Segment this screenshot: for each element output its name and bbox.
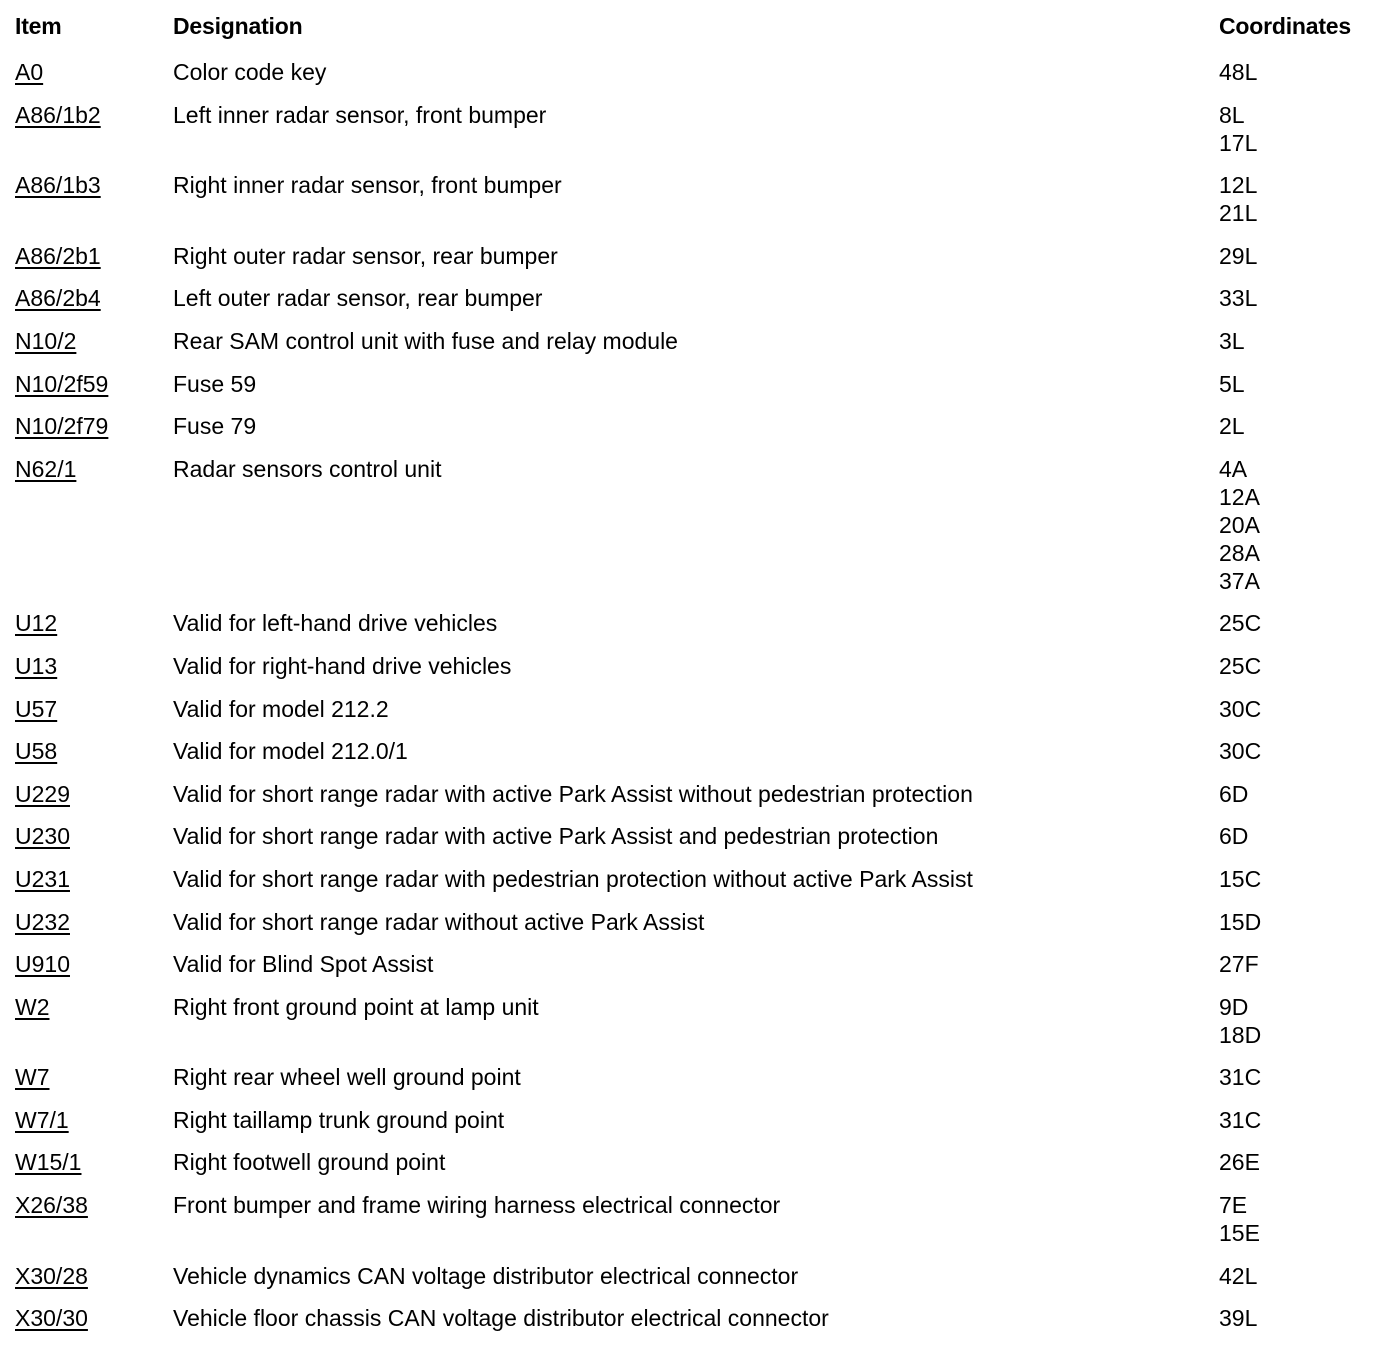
designation-text: Right inner radar sensor, front bumper — [173, 172, 562, 199]
coordinate-value: 31C — [1219, 1106, 1262, 1133]
designation-text: Valid for model 212.0/1 — [173, 738, 408, 765]
coordinates-cell — [1219, 1191, 1389, 1247]
table-row — [0, 1262, 1392, 1305]
header-designation: Designation — [173, 13, 303, 39]
item-link[interactable]: N10/2f79 — [15, 413, 109, 440]
coordinate-value: 12A — [1219, 483, 1260, 510]
designation-text: Valid for short range radar without active Park Assist — [173, 908, 705, 935]
item-link[interactable]: N62/1 — [15, 455, 77, 482]
designation-text: Right outer radar sensor, rear bumper — [173, 242, 558, 269]
table-row — [0, 993, 1392, 1064]
table-row — [0, 242, 1392, 285]
table-row — [0, 822, 1392, 865]
coordinate-value: 7E — [1219, 1192, 1248, 1219]
coordinate-value: 15C — [1219, 865, 1262, 892]
coordinates-cell — [1219, 780, 1389, 808]
designation-text: Rear SAM control unit with fuse and relay module — [173, 327, 678, 354]
table-row — [0, 908, 1392, 951]
coordinate-value: 27F — [1219, 951, 1259, 978]
coordinates-cell — [1219, 908, 1389, 936]
item-link[interactable]: U58 — [15, 738, 58, 765]
table-row — [0, 652, 1392, 695]
item-link[interactable]: X30/30 — [15, 1305, 88, 1332]
coordinate-value: 3L — [1219, 327, 1245, 354]
table-row — [0, 58, 1392, 101]
coordinates-cell — [1219, 1262, 1389, 1290]
coordinate-value: 8L — [1219, 101, 1245, 128]
table-header — [0, 0, 1392, 46]
coordinate-value: 6D — [1219, 823, 1249, 850]
coordinates-cell — [1219, 993, 1389, 1049]
table-row — [0, 695, 1392, 738]
table-row — [0, 1191, 1392, 1262]
table-row — [0, 1106, 1392, 1149]
coordinate-value: 26E — [1219, 1149, 1260, 1176]
header-coordinates: Coordinates — [1219, 13, 1351, 39]
coordinate-value: 18D — [1219, 1021, 1262, 1048]
item-link[interactable]: A86/1b3 — [15, 172, 101, 199]
coordinates-cell — [1219, 1063, 1389, 1091]
coordinates-cell — [1219, 58, 1389, 86]
coordinate-value: 15D — [1219, 908, 1262, 935]
coordinate-value: 39L — [1219, 1305, 1258, 1332]
coordinate-value: 42L — [1219, 1262, 1258, 1289]
table-row — [0, 865, 1392, 908]
designation-text: Vehicle floor chassis CAN voltage distributor electrical connector — [173, 1305, 829, 1332]
item-link[interactable]: A86/2b1 — [15, 242, 101, 269]
designation-text: Radar sensors control unit — [173, 455, 442, 482]
item-link[interactable]: U910 — [15, 951, 70, 978]
designation-text: Valid for short range radar with pedestrian protection without active Park Assist — [173, 865, 973, 892]
coordinates-cell — [1219, 171, 1389, 227]
table-body — [0, 46, 1392, 1347]
coordinate-value: 29L — [1219, 242, 1258, 269]
item-link[interactable]: U232 — [15, 908, 70, 935]
table-row — [0, 1063, 1392, 1106]
coordinates-cell — [1219, 242, 1389, 270]
table-row — [0, 780, 1392, 823]
designation-text: Valid for short range radar with active Park Assist without pedestrian protection — [173, 780, 973, 807]
designation-text: Right rear wheel well ground point — [173, 1064, 521, 1091]
table-row — [0, 1304, 1392, 1347]
coordinate-value: 25C — [1219, 610, 1262, 637]
designation-text: Color code key — [173, 59, 327, 85]
table-row — [0, 455, 1392, 610]
table-row — [0, 737, 1392, 780]
designation-text: Front bumper and frame wiring harness electrical connector — [173, 1192, 781, 1219]
designation-text: Fuse 79 — [173, 413, 257, 440]
item-link[interactable]: A0 — [15, 59, 44, 85]
coordinate-value: 4A — [1219, 455, 1248, 482]
item-link[interactable]: N10/2f59 — [15, 370, 109, 397]
coordinates-cell — [1219, 695, 1389, 723]
table-row — [0, 370, 1392, 413]
coordinates-cell — [1219, 101, 1389, 157]
table-row — [0, 1148, 1392, 1191]
coordinates-cell — [1219, 412, 1389, 440]
coordinate-value: 9D — [1219, 993, 1249, 1020]
designation-text: Left inner radar sensor, front bumper — [173, 101, 547, 128]
coordinate-value: 5L — [1219, 370, 1245, 397]
coordinate-value: 12L — [1219, 172, 1258, 199]
designation-text: Valid for short range radar with active Park Assist and pedestrian protection — [173, 823, 939, 850]
coordinate-value: 33L — [1219, 285, 1258, 312]
coordinate-value: 15E — [1219, 1220, 1260, 1247]
item-link[interactable]: A86/2b4 — [15, 285, 101, 312]
item-link[interactable]: W7 — [15, 1064, 50, 1091]
table-row — [0, 101, 1392, 172]
item-link[interactable]: U12 — [15, 610, 58, 637]
item-link[interactable]: U57 — [15, 695, 58, 722]
coordinates-cell — [1219, 822, 1389, 850]
header-item: Item — [15, 13, 62, 39]
coordinate-value: 37A — [1219, 567, 1260, 594]
coordinate-value: 28A — [1219, 539, 1260, 566]
item-link[interactable]: N10/2 — [15, 327, 77, 354]
coordinate-value: 48L — [1219, 59, 1258, 85]
item-link[interactable]: U229 — [15, 780, 70, 807]
coordinates-cell — [1219, 1304, 1389, 1332]
item-link[interactable]: U13 — [15, 652, 58, 679]
item-link[interactable]: X30/28 — [15, 1262, 88, 1289]
designation-text: Right taillamp trunk ground point — [173, 1106, 505, 1133]
coordinate-value: 30C — [1219, 738, 1262, 765]
coordinates-cell — [1219, 652, 1389, 680]
table-row — [0, 327, 1392, 370]
table-row — [0, 950, 1392, 993]
coordinates-cell — [1219, 609, 1389, 637]
coordinates-cell — [1219, 327, 1389, 355]
coordinates-cell — [1219, 950, 1389, 978]
table-row — [0, 171, 1392, 242]
item-link[interactable]: W15/1 — [15, 1149, 82, 1176]
coordinates-cell — [1219, 1148, 1389, 1176]
coordinate-value: 21L — [1219, 200, 1258, 227]
coordinates-cell — [1219, 737, 1389, 765]
designation-text: Valid for right-hand drive vehicles — [173, 652, 512, 679]
coordinate-value: 17L — [1219, 129, 1258, 156]
designation-text: Vehicle dynamics CAN voltage distributor electrical connector — [173, 1262, 799, 1289]
table-row — [0, 609, 1392, 652]
table-row — [0, 412, 1392, 455]
item-link[interactable]: X26/38 — [15, 1192, 88, 1219]
item-link[interactable]: U230 — [15, 823, 70, 850]
item-link[interactable]: W7/1 — [15, 1106, 69, 1133]
coordinate-value: 6D — [1219, 780, 1249, 807]
coordinates-cell — [1219, 284, 1389, 312]
designation-text: Fuse 59 — [173, 370, 257, 397]
item-link[interactable]: W2 — [15, 993, 50, 1020]
coordinates-cell — [1219, 455, 1389, 595]
coordinates-cell — [1219, 1106, 1389, 1134]
coordinate-value: 30C — [1219, 695, 1262, 722]
coordinates-cell — [1219, 370, 1389, 398]
designation-text: Valid for Blind Spot Assist — [173, 951, 434, 978]
coordinate-value: 25C — [1219, 652, 1262, 679]
designation-text: Valid for model 212.2 — [173, 695, 389, 722]
coordinate-value: 2L — [1219, 413, 1245, 440]
designation-text: Left outer radar sensor, rear bumper — [173, 285, 543, 312]
coordinate-value: 20A — [1219, 511, 1260, 538]
coordinate-value: 31C — [1219, 1064, 1262, 1091]
item-link[interactable]: U231 — [15, 865, 70, 892]
table-row — [0, 284, 1392, 327]
coordinates-cell — [1219, 865, 1389, 893]
designation-text: Valid for left-hand drive vehicles — [173, 610, 498, 637]
designation-text: Right footwell ground point — [173, 1149, 446, 1176]
item-link[interactable]: A86/1b2 — [15, 101, 101, 128]
designation-text: Right front ground point at lamp unit — [173, 993, 539, 1020]
